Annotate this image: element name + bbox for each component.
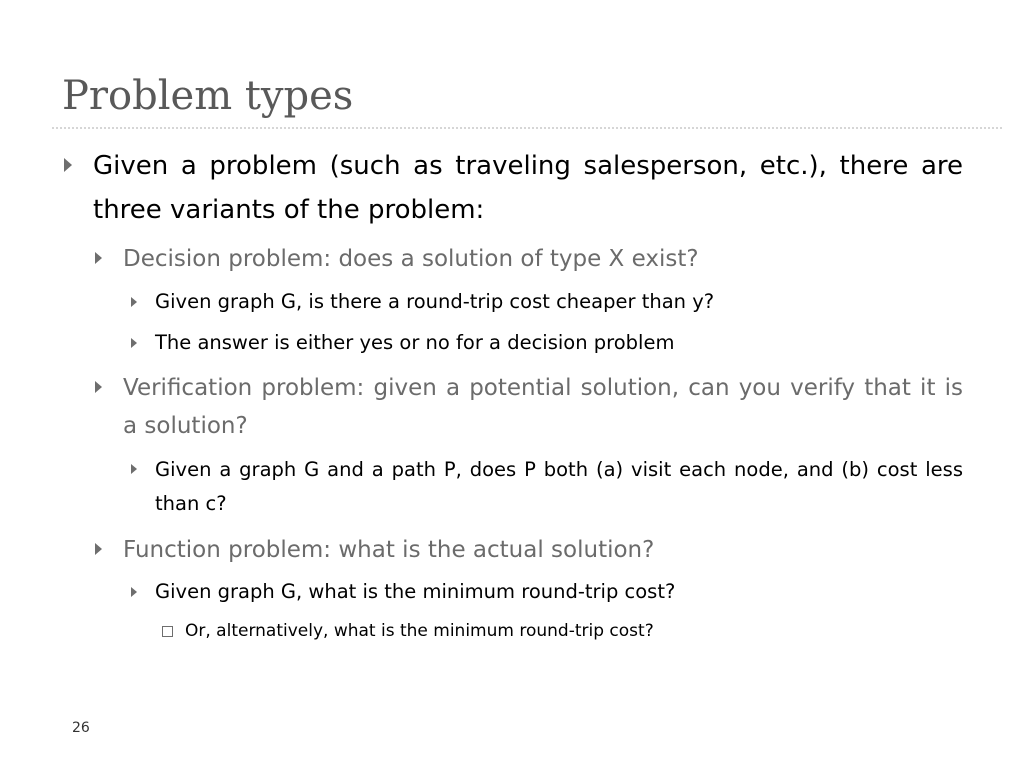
verification-problem-text: Verification problem: given a potential solution, can you verify that it is a solution?: [123, 375, 963, 439]
decision-example-text: Given graph G, is there a round-trip cost cheaper than y?: [155, 290, 715, 313]
page-number: 26: [72, 720, 90, 736]
bullet-arrow-icon: [95, 381, 102, 393]
bullet-arrow-icon: [131, 587, 137, 597]
decision-answer-text: The answer is either yes or no for a decision problem: [155, 331, 675, 354]
slide-title: Problem types: [62, 73, 354, 119]
function-example-text: Given graph G, what is the minimum round-trip cost?: [155, 580, 676, 603]
intro-bullet-text: Given a problem (such as traveling salesperson, etc.), there are three variants of the problem:: [93, 151, 963, 225]
function-alternative-text: Or, alternatively, what is the minimum round-trip cost?: [185, 621, 654, 641]
verification-example-text: Given a graph G and a path P, does P both (a) visit each node, and (b) cost less than c?: [155, 458, 963, 515]
bullet-arrow-icon: [95, 252, 102, 264]
square-bullet-icon: [162, 626, 173, 637]
bullet-arrow-icon: [95, 543, 102, 555]
function-problem-text: Function problem: what is the actual solution?: [123, 537, 655, 563]
bullet-arrow-icon: [64, 158, 72, 172]
title-divider: [52, 127, 1002, 129]
bullet-arrow-icon: [131, 464, 137, 474]
bullet-arrow-icon: [131, 297, 137, 307]
decision-problem-text: Decision problem: does a solution of type X exist?: [123, 246, 699, 272]
bullet-arrow-icon: [131, 338, 137, 348]
